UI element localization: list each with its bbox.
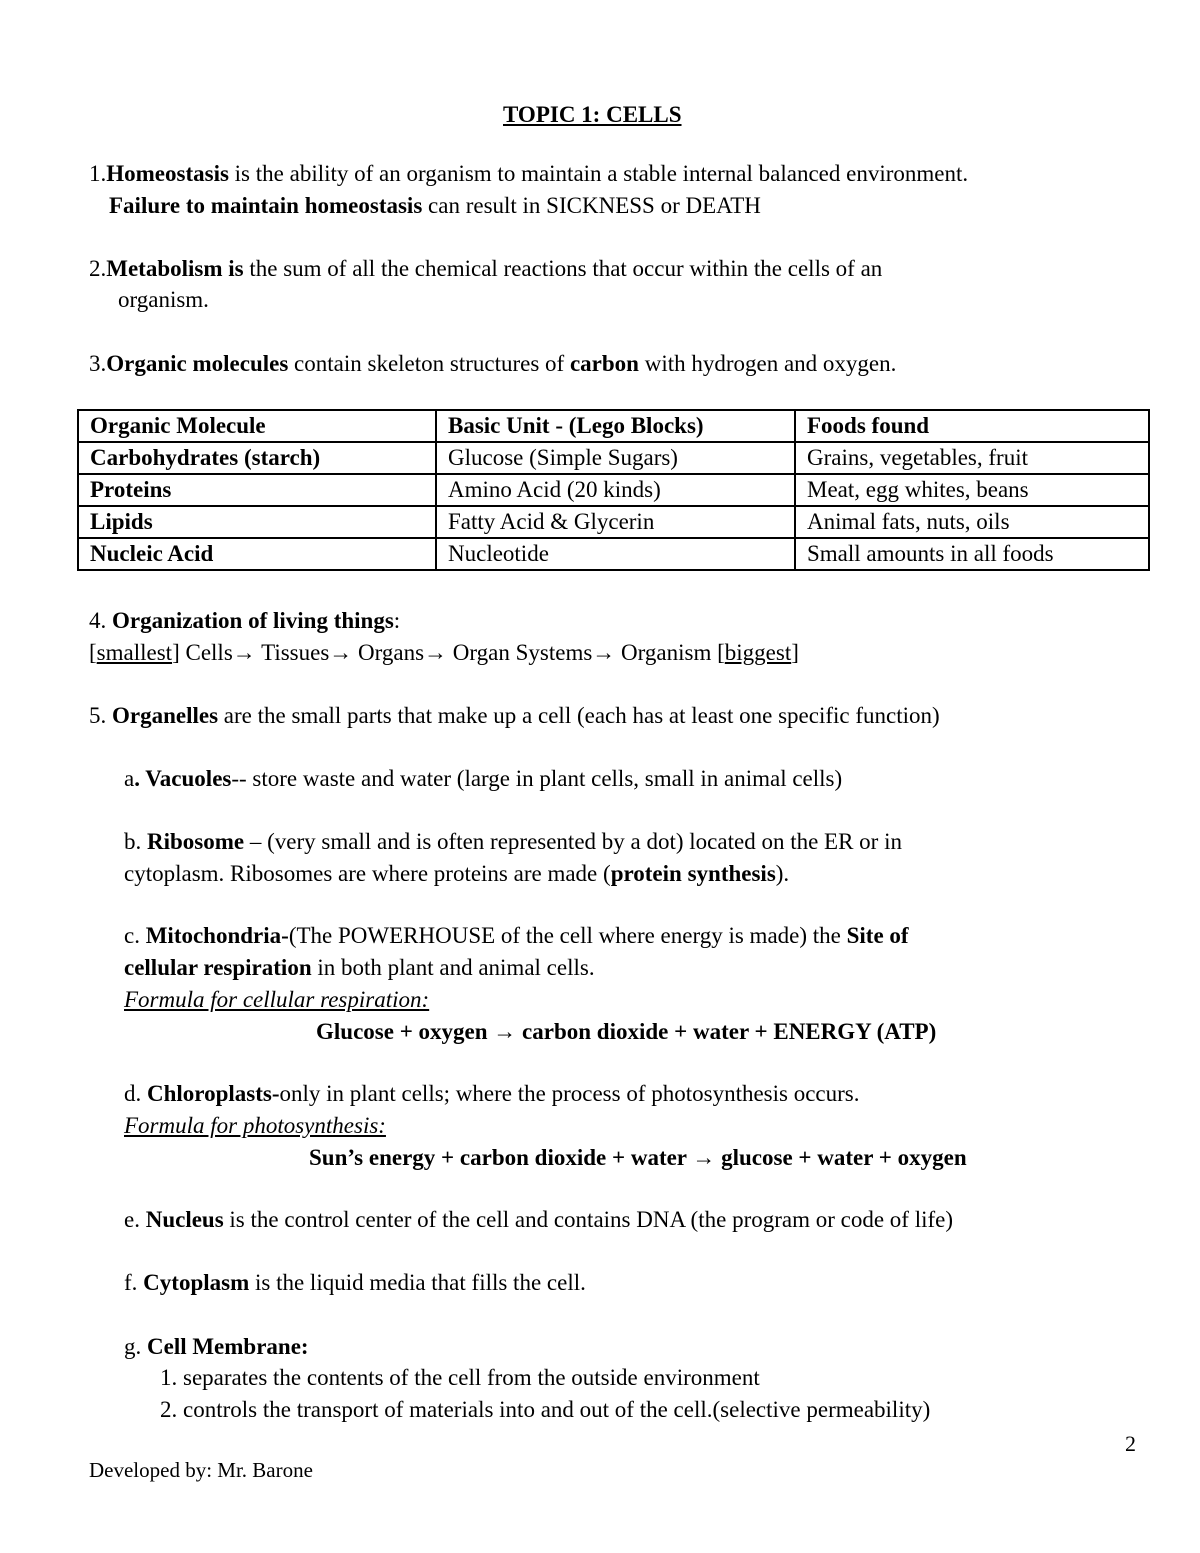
photosynthesis-formula: Sun’s energy + carbon dioxide + water → glucose + water + oxygen: [309, 1145, 967, 1170]
definition-text: ).: [775, 861, 790, 886]
table-cell: Small amounts in all foods: [795, 538, 1149, 570]
table-header-row: [78, 410, 1149, 442]
definition-text: -- store waste and water (large in plant cells, small in animal cells): [231, 766, 843, 791]
organization-chain-text: Cells→ Tissues→ Organs→ Organ Systems→ Organism: [179, 640, 718, 665]
cytoplasm-line: [124, 1269, 586, 1297]
term-mitochondria: Mitochondria-: [145, 923, 289, 948]
header-cell: Basic Unit - (Lego Blocks): [436, 410, 795, 442]
table-cell: Amino Acid (20 kinds): [436, 474, 795, 506]
smallest-label: smallest: [96, 640, 173, 665]
metabolism-line-2: organism.: [118, 287, 209, 312]
mitochondria-line: [124, 922, 909, 950]
chloroplasts-line: [124, 1080, 860, 1108]
definition-text: contain skeleton structures of: [288, 351, 570, 376]
term-cytoplasm: Cytoplasm: [143, 1270, 250, 1295]
term-protein-synthesis: protein synthesis: [610, 861, 776, 886]
item-number: 5.: [89, 703, 112, 728]
header-cell: Organic Molecule: [78, 410, 436, 442]
respiration-formula-label: Formula for cellular respiration:: [124, 987, 430, 1012]
table-cell: Carbohydrates (starch): [78, 442, 436, 474]
term-organelles: Organelles: [112, 703, 219, 728]
item-number: 4.: [89, 608, 112, 633]
ribosome-line: [124, 828, 902, 856]
definition-text: is the control center of the cell and contains DNA (the program or code of life): [223, 1207, 954, 1232]
cell-membrane-point-1: 1. separates the contents of the cell from the outside environment: [160, 1365, 760, 1390]
biggest-label: biggest: [724, 640, 792, 665]
list-letter: f.: [124, 1270, 144, 1295]
list-letter: g.: [124, 1334, 147, 1359]
bracket: ]: [172, 640, 180, 665]
organic-molecules-line: [89, 350, 896, 378]
term-vacuoles: . Vacuoles: [134, 766, 232, 791]
list-letter: e.: [124, 1207, 146, 1232]
colon: :: [393, 608, 401, 633]
homeostasis-line: [89, 160, 968, 188]
list-letter: a: [124, 766, 135, 791]
term-site-of: Site of: [846, 923, 909, 948]
term-homeostasis: Homeostasis: [106, 161, 229, 186]
table-cell: Fatty Acid & Glycerin: [436, 506, 795, 538]
term-organic-molecules: Organic molecules: [106, 351, 289, 376]
definition-text: are the small parts that make up a cell (each has at least one specific function): [218, 703, 940, 728]
vacuoles-line: [124, 765, 842, 793]
organization-heading: [89, 607, 400, 635]
table-cell: Proteins: [78, 474, 436, 506]
header-cell: Foods found: [795, 410, 1149, 442]
list-letter: d.: [124, 1081, 147, 1106]
definition-text: (The POWERHOUSE of the cell where energy is made) the: [288, 923, 847, 948]
term-cellular-respiration: cellular respiration: [124, 955, 312, 980]
bracket: [: [717, 640, 725, 665]
homeostasis-failure-line: [109, 192, 761, 220]
definition-text: is the ability of an organism to maintain a stable internal balanced environment.: [228, 161, 969, 186]
respiration-formula: Glucose + oxygen → carbon dioxide + water + ENERGY (ATP): [316, 1019, 937, 1044]
table-row: [78, 474, 1149, 506]
cell-membrane-point-2: 2. controls the transport of materials into and out of the cell.(selective permeability): [160, 1397, 931, 1422]
definition-text: only in plant cells; where the process of photosynthesis occurs.: [279, 1081, 860, 1106]
table-cell: Nucleic Acid: [78, 538, 436, 570]
bracket: [: [89, 640, 97, 665]
definition-text: in both plant and animal cells.: [311, 955, 595, 980]
definition-text: with hydrogen and oxygen.: [638, 351, 897, 376]
organic-molecule-table: [77, 409, 1150, 571]
cell-membrane-line: [124, 1333, 309, 1361]
footer-credit: Developed by: Mr. Barone: [89, 1458, 313, 1482]
term-ribosome: Ribosome: [147, 829, 245, 854]
term-carbon: carbon: [569, 351, 639, 376]
list-letter: c.: [124, 923, 146, 948]
table-row: [78, 506, 1149, 538]
ribosome-line-2: [124, 860, 789, 888]
photosynthesis-formula-label: Formula for photosynthesis:: [124, 1113, 386, 1138]
page-number: 2: [1125, 1431, 1136, 1456]
list-letter: b.: [124, 829, 147, 854]
table-cell: Grains, vegetables, fruit: [795, 442, 1149, 474]
definition-text: the sum of all the chemical reactions that occur within the cells of an: [243, 256, 883, 281]
table-row: [78, 442, 1149, 474]
table-cell: Meat, egg whites, beans: [795, 474, 1149, 506]
organization-chain: [89, 639, 799, 667]
organelles-line: [89, 702, 940, 730]
table-row: [78, 538, 1149, 570]
table-cell: Nucleotide: [436, 538, 795, 570]
item-number: 2.: [89, 256, 107, 281]
item-number: 3.: [89, 351, 107, 376]
term-metabolism: Metabolism is: [106, 256, 244, 281]
term-chloroplasts: Chloroplasts-: [147, 1081, 280, 1106]
definition-text: cytoplasm. Ribosomes are where proteins are made (: [124, 861, 611, 886]
term-failure: Failure to maintain homeostasis: [109, 193, 423, 218]
page-title: TOPIC 1: CELLS: [503, 102, 682, 127]
definition-text: – (very small and is often represented by a dot) located on the ER or in: [244, 829, 902, 854]
bracket: ]: [791, 640, 799, 665]
nucleus-line: [124, 1206, 953, 1234]
term-cell-membrane: Cell Membrane:: [147, 1334, 309, 1359]
table-cell: Glucose (Simple Sugars): [436, 442, 795, 474]
definition-text: is the liquid media that fills the cell.: [249, 1270, 586, 1295]
mitochondria-line-2: [124, 954, 595, 982]
definition-text: can result in SICKNESS or DEATH: [422, 193, 761, 218]
item-number: 1.: [89, 161, 107, 186]
metabolism-line: [89, 255, 882, 283]
term-nucleus: Nucleus: [145, 1207, 224, 1232]
table-cell: Lipids: [78, 506, 436, 538]
term-organization: Organization of living things: [112, 608, 394, 633]
table-cell: Animal fats, nuts, oils: [795, 506, 1149, 538]
